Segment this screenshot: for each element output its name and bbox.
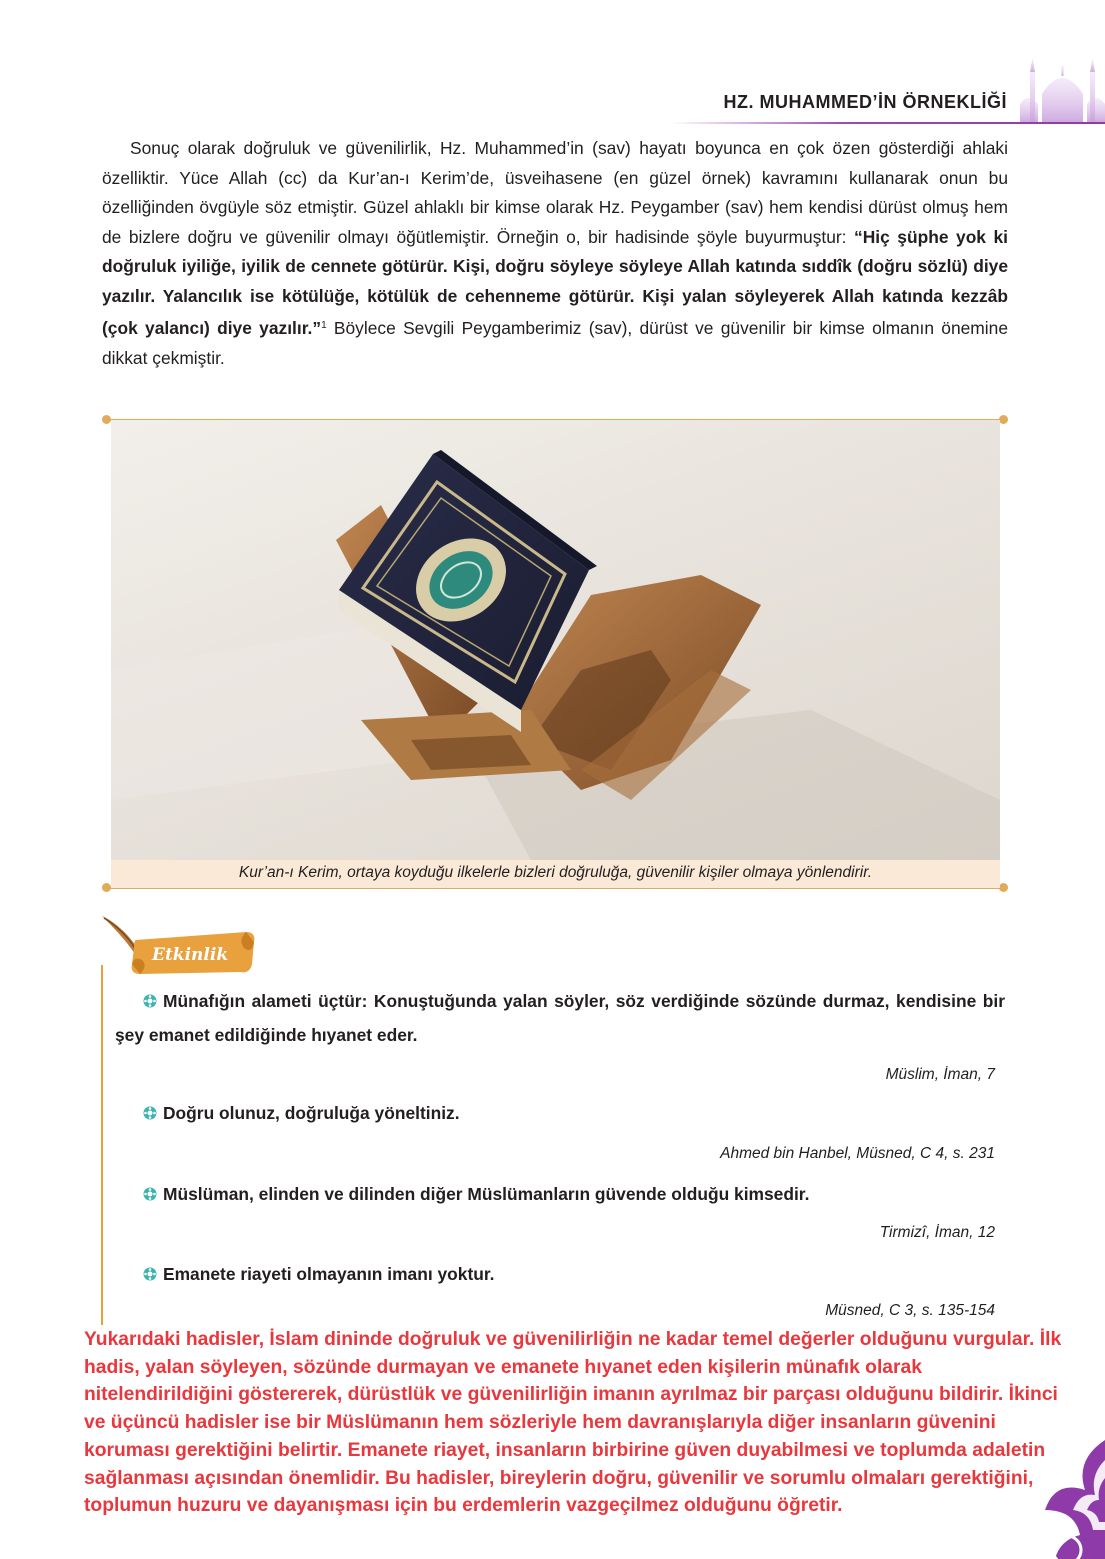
- hadith-source: Müslim, İman, 7: [885, 1066, 995, 1083]
- footnote-marker: 1: [321, 320, 327, 331]
- header-rule: [670, 122, 1105, 124]
- hadith-item-3: [143, 1177, 809, 1211]
- page-title: HZ. MUHAMMED’İN ÖRNEKLİĞİ: [723, 92, 1007, 112]
- hadith-source: Müsned, C 3, s. 135-154: [825, 1302, 995, 1319]
- hadith-text: Emanete riayeti olmayanın imanı yoktur.: [163, 1264, 495, 1284]
- mosque-silhouette-icon: [1020, 52, 1105, 122]
- hadith-source: Tirmizî, İman, 12: [879, 1224, 995, 1241]
- hadith-text: Müslüman, elinden ve dilinden diğer Müslümanların güvende olduğu kimsedir.: [163, 1184, 810, 1204]
- teal-flower-bullet-icon: [143, 1267, 157, 1281]
- hadith-item-1: [115, 984, 1005, 1052]
- teal-flower-bullet-icon: [143, 994, 157, 1008]
- hadith-source: Ahmed bin Hanbel, Müsned, C 4, s. 231: [720, 1145, 995, 1162]
- photo-caption: Kur’an-ı Kerim, ortaya koyduğu ilkelerle bizleri doğruluğa, güvenilir kişiler olmaya yönlendirir.: [238, 864, 873, 881]
- hadith-text: Münafığın alameti üçtür: Konuştuğunda yalan söyler, söz verdiğinde sözünde durmaz, kendisine bir şey emanet edildiğinde hıyanet eder.: [115, 991, 1005, 1045]
- corner-ornament-icon: [1035, 1440, 1105, 1559]
- intro-text-end: Böylece Sevgili Peygamberimiz (sav), dürüst ve güvenilir bir kimse olmanın önemine dikkat çekmiştir.: [102, 318, 1008, 368]
- summary-paragraph: Yukarıdaki hadisler, İslam dininde doğruluk ve güvenilirliğin ne kadar temel değerler olduğunu vurgular. İlk hadis, yalan söyleyen, sözünde durmayan ve emanete hıyanet eden kişilerin münafık olarak nitelendirildiğini göstererek, dürüstlük ve güvenilirliğin imanın ayrılmaz bir parçası olduğunu bildirir. İkinci ve üçüncü hadisler ise bir Müslümanın hem sözleriyle hem davranışlarıyla diğer insanların güvenini koruması gerektiğini belirtir. Emanete riayet, insanların birbirine güven duyabilmesi ve toplumda adaletin sağlanması açısından önemlidir. Bu hadisler, bireylerin doğru, güvenilir ve sorumlu olmaları gerektiğini, toplumun huzuru ve dayanışması için bu erdemlerin vazgeçilmez olduğunu öğretir.: [84, 1329, 1062, 1517]
- intro-text: Sonuç olarak doğruluk ve güvenilirlik, Hz. Muhammed’in (sav) hayatı boyunca en çok özen gösterdiği ahlaki özelliktir. Yüce Allah (cc) da Kur’an-ı Kerim’de, üsveihasene (en güzel örnek) kavramını kullanarak onun bu özelliğinden övgüyle söz etmiştir. Güzel ahlaklı bir kimse olarak Hz. Peygamber (sav) hem kendisi dürüst olmuş hem de bizlere doğru ve güvenilir olmayı öğütlemiştir. Örneğin o, bir hadisinde şöyle buyurmuştur:: [102, 138, 1008, 247]
- hadith-item-4: [143, 1257, 495, 1291]
- hadith-quote: “Hiç şüphe yok ki doğruluk iyiliğe, iyilik de cennete götürür. Kişi, doğru söyleye söyleye Allah katında sıddîk (doğru sözlü) diye yazılır. Yalancılık ise kötülüğe, kötülük de cehenneme götürür. Kişi yalan söyleyerek Allah katında kezzâb (çok yalancı) diye yazılır.”: [102, 226, 1008, 338]
- activity-label: Etkinlik: [152, 945, 229, 965]
- quran-on-rahle-photo: [111, 420, 1000, 860]
- hadith-text: Doğru olunuz, doğruluğa yöneltiniz.: [163, 1103, 460, 1123]
- hadith-item-2: [143, 1096, 460, 1130]
- activity-side-rule: [101, 965, 103, 1325]
- teal-flower-bullet-icon: [143, 1106, 157, 1120]
- intro-paragraph: [102, 134, 1008, 373]
- teal-flower-bullet-icon: [143, 1187, 157, 1201]
